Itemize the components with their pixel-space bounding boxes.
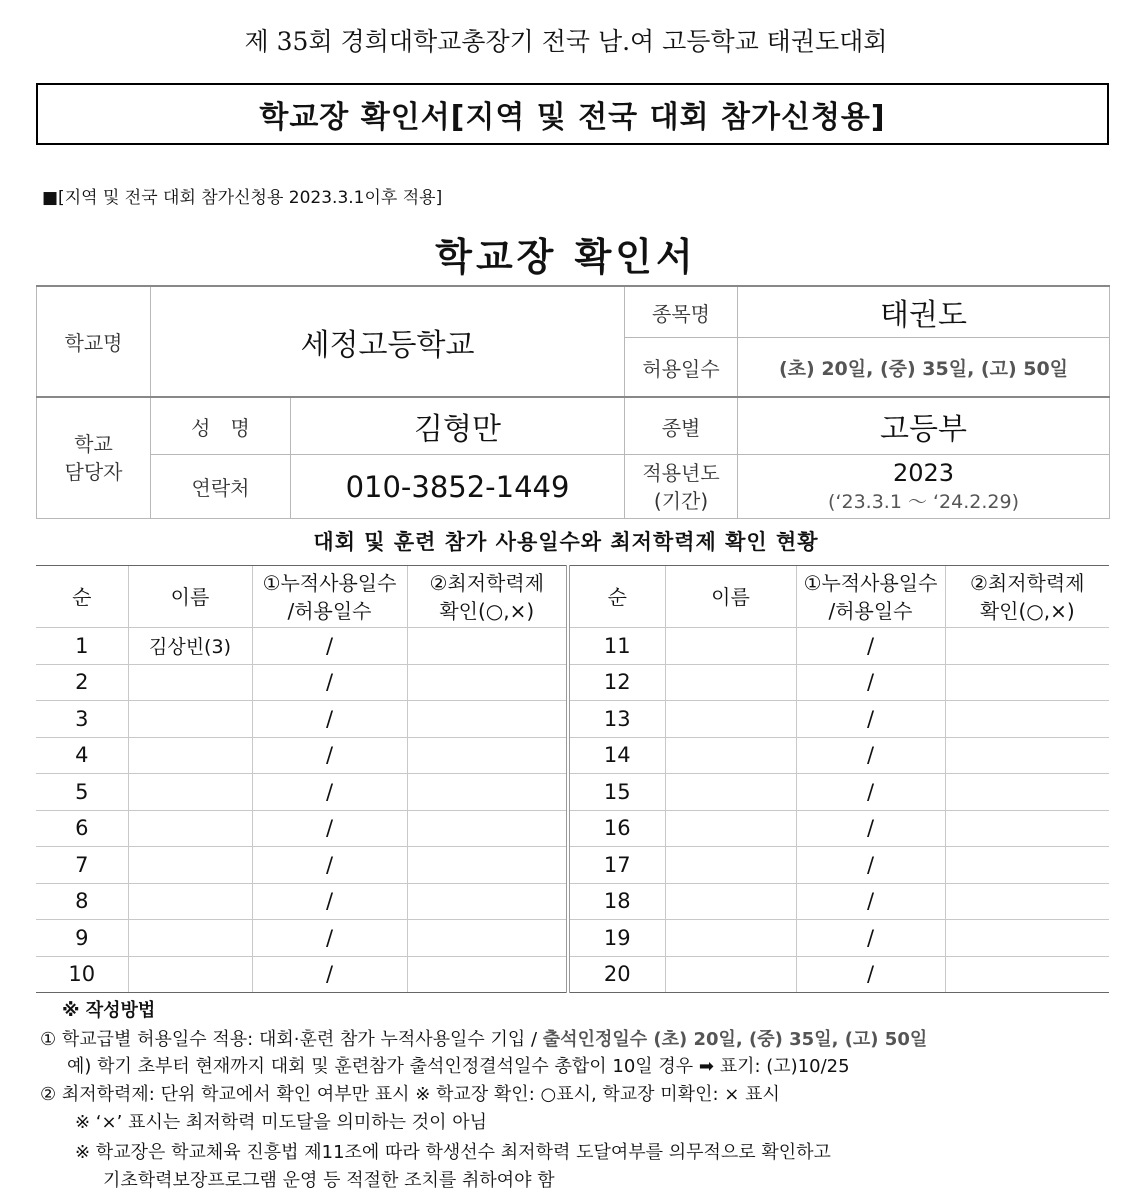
table-row xyxy=(36,628,1109,665)
col-header-days: ①누적사용일수 /허용일수 xyxy=(252,566,407,628)
applied-year-label: 적용년도 (기간) xyxy=(625,455,738,519)
right-no-cell: 16 xyxy=(568,810,665,847)
instruction-line-4: ※ ‘×’ 표시는 최저학력 미도달을 의미하는 것이 아님 xyxy=(75,1112,488,1133)
method-title: ※ 작성방법 xyxy=(62,1000,156,1021)
left-days-cell: / xyxy=(252,883,407,920)
division-value: 고등부 xyxy=(738,397,1110,455)
right-check-cell xyxy=(945,664,1109,701)
table-row xyxy=(36,956,1109,993)
right-check-cell xyxy=(945,774,1109,811)
right-no-cell: 19 xyxy=(568,920,665,957)
table-row xyxy=(36,664,1109,701)
left-name-cell xyxy=(128,920,252,957)
left-name-cell xyxy=(128,810,252,847)
right-name-cell xyxy=(665,628,796,665)
table-row xyxy=(36,701,1109,738)
left-no-cell: 5 xyxy=(36,774,128,811)
left-name-cell xyxy=(128,883,252,920)
left-no-cell: 1 xyxy=(36,628,128,665)
competition-title: 제 35회 경희대학교총장기 전국 남.여 고등학교 태권도대회 xyxy=(244,27,888,56)
left-days-cell: / xyxy=(252,737,407,774)
right-name-cell xyxy=(665,920,796,957)
instruction-line-2: 예) 학기 초부터 현재까지 대회 및 훈련참가 출석인정결석일수 총합이 10일 경우 ➡ 표기: (고)10/25 xyxy=(67,1056,850,1077)
right-name-cell xyxy=(665,701,796,738)
right-check-cell xyxy=(945,847,1109,884)
applied-period: (‘23.3.1 ～ ‘24.2.29) xyxy=(828,491,1019,513)
application-note: ■[지역 및 전국 대회 참가신청용 2023.3.1이후 적용] xyxy=(42,188,443,208)
section-title: 대회 및 훈련 참가 사용일수와 최저학력제 확인 현황 xyxy=(313,530,819,554)
col-header-no-right: 순 xyxy=(568,566,665,628)
right-check-cell xyxy=(945,920,1109,957)
col-header-check-right: ②최저학력제 확인(○,×) xyxy=(945,566,1109,628)
right-days-cell: / xyxy=(796,847,945,884)
instruction-line-5: ※ 학교장은 학교체육 진흥법 제11조에 따라 학생선수 최저학력 도달여부를 의무적으로 확인하고 xyxy=(75,1142,831,1163)
left-no-cell: 7 xyxy=(36,847,128,884)
instruction-line-1 xyxy=(40,1025,927,1054)
left-no-cell: 9 xyxy=(36,920,128,957)
left-check-cell xyxy=(407,664,568,701)
col-header-no: 순 xyxy=(36,566,128,628)
right-check-cell xyxy=(945,810,1109,847)
right-days-cell: / xyxy=(796,920,945,957)
allowed-days-label: 허용일수 xyxy=(625,338,738,398)
left-check-cell xyxy=(407,737,568,774)
right-days-cell: / xyxy=(796,628,945,665)
left-days-cell: / xyxy=(252,628,407,665)
left-days-cell: / xyxy=(252,664,407,701)
right-days-cell: / xyxy=(796,701,945,738)
left-name-cell xyxy=(128,701,252,738)
page-title: 학교장 확인서 xyxy=(435,235,697,279)
left-name-cell xyxy=(128,847,252,884)
allowed-days-value: (초) 20일, (중) 35일, (고) 50일 xyxy=(738,338,1110,398)
right-check-cell xyxy=(945,701,1109,738)
school-manager-label: 학교 담당자 xyxy=(37,397,151,519)
left-check-cell xyxy=(407,847,568,884)
col-header-days-right: ①누적사용일수 /허용일수 xyxy=(796,566,945,628)
left-check-cell xyxy=(407,701,568,738)
right-check-cell xyxy=(945,956,1109,993)
left-name-cell xyxy=(128,774,252,811)
participation-table xyxy=(36,565,1109,993)
right-days-cell: / xyxy=(796,810,945,847)
attendance-days-note: 출석인정일수 (초) 20일, (중) 35일, (고) 50일 xyxy=(542,1029,928,1050)
left-name-cell xyxy=(128,664,252,701)
col-header-name-right: 이름 xyxy=(665,566,796,628)
right-name-cell xyxy=(665,664,796,701)
document-banner-title: 학교장 확인서[지역 및 전국 대회 참가신청용] xyxy=(36,83,1109,145)
left-check-cell xyxy=(407,920,568,957)
left-check-cell xyxy=(407,810,568,847)
left-days-cell: / xyxy=(252,847,407,884)
right-name-cell xyxy=(665,774,796,811)
col-header-check: ②최저학력제 확인(○,×) xyxy=(407,566,568,628)
left-days-cell: / xyxy=(252,701,407,738)
right-days-cell: / xyxy=(796,774,945,811)
right-days-cell: / xyxy=(796,883,945,920)
right-days-cell: / xyxy=(796,956,945,993)
left-days-cell: / xyxy=(252,956,407,993)
table-header-row xyxy=(36,566,1109,628)
table-row xyxy=(36,737,1109,774)
right-no-cell: 11 xyxy=(568,628,665,665)
table-row xyxy=(36,774,1109,811)
left-name-cell xyxy=(128,956,252,993)
left-name-cell xyxy=(128,737,252,774)
event-value: 태권도 xyxy=(738,286,1110,338)
left-check-cell xyxy=(407,883,568,920)
left-no-cell: 10 xyxy=(36,956,128,993)
school-name-value: 세정고등학교 xyxy=(151,286,625,397)
right-name-cell xyxy=(665,810,796,847)
right-name-cell xyxy=(665,956,796,993)
left-check-cell xyxy=(407,774,568,811)
right-no-cell: 15 xyxy=(568,774,665,811)
applied-year-cell xyxy=(738,455,1110,519)
right-days-cell: / xyxy=(796,737,945,774)
table-row xyxy=(36,810,1109,847)
right-no-cell: 13 xyxy=(568,701,665,738)
instruction-line-1-text: ① 학교급별 허용일수 적용: 대회·훈련 참가 누적사용일수 기입 / xyxy=(40,1029,543,1050)
school-info-table xyxy=(36,285,1110,519)
left-no-cell: 2 xyxy=(36,664,128,701)
instruction-line-3: ② 최저학력제: 단위 학교에서 확인 여부만 표시 ※ 학교장 확인: ○표시, 학교장 미확인: × 표시 xyxy=(40,1084,780,1105)
left-days-cell: / xyxy=(252,920,407,957)
left-days-cell: / xyxy=(252,774,407,811)
left-name-cell: 김상빈(3) xyxy=(128,628,252,665)
right-no-cell: 20 xyxy=(568,956,665,993)
school-name-label: 학교명 xyxy=(37,286,151,397)
contact-label: 연락처 xyxy=(151,455,291,519)
left-no-cell: 4 xyxy=(36,737,128,774)
manager-name-value: 김형만 xyxy=(291,397,625,455)
right-no-cell: 18 xyxy=(568,883,665,920)
right-name-cell xyxy=(665,737,796,774)
left-no-cell: 6 xyxy=(36,810,128,847)
table-row xyxy=(36,920,1109,957)
right-check-cell xyxy=(945,628,1109,665)
event-label: 종목명 xyxy=(625,286,738,338)
right-name-cell xyxy=(665,847,796,884)
right-check-cell xyxy=(945,737,1109,774)
left-check-cell xyxy=(407,956,568,993)
left-days-cell: / xyxy=(252,810,407,847)
contact-value: 010-3852-1449 xyxy=(291,455,625,519)
table-row xyxy=(36,883,1109,920)
right-no-cell: 17 xyxy=(568,847,665,884)
left-no-cell: 3 xyxy=(36,701,128,738)
right-name-cell xyxy=(665,883,796,920)
right-check-cell xyxy=(945,883,1109,920)
right-no-cell: 12 xyxy=(568,664,665,701)
division-label: 종별 xyxy=(625,397,738,455)
applied-year-value: 2023 xyxy=(892,459,955,487)
right-no-cell: 14 xyxy=(568,737,665,774)
right-days-cell: / xyxy=(796,664,945,701)
table-row xyxy=(36,847,1109,884)
instruction-line-6: 기초학력보장프로그램 운영 등 적절한 조치를 취하여야 함 xyxy=(103,1170,555,1191)
col-header-name: 이름 xyxy=(128,566,252,628)
left-no-cell: 8 xyxy=(36,883,128,920)
left-check-cell xyxy=(407,628,568,665)
manager-name-label: 성 명 xyxy=(151,397,291,455)
